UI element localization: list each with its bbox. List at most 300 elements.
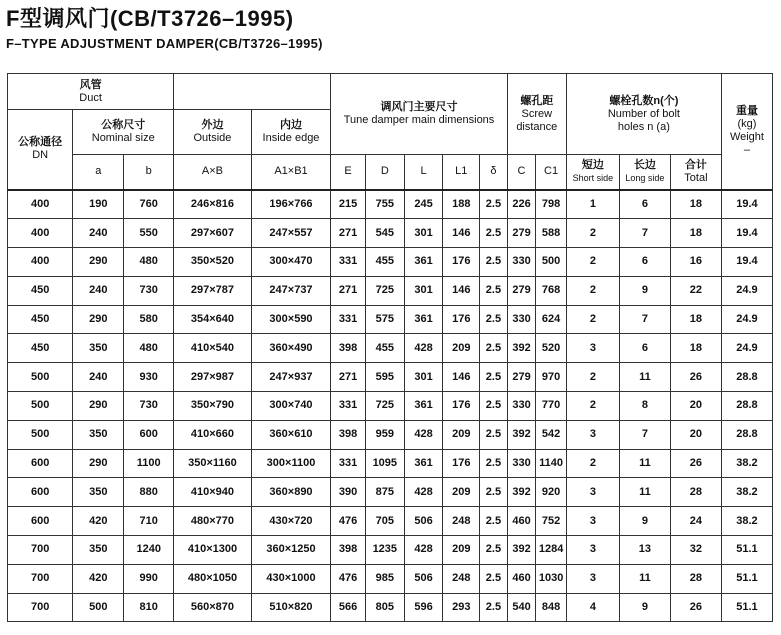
cell-total: 16 bbox=[670, 248, 721, 277]
cell-c1: 768 bbox=[536, 276, 567, 305]
cell-d: 705 bbox=[365, 507, 404, 536]
cell-d: 1095 bbox=[365, 449, 404, 478]
cell-l1: 146 bbox=[443, 219, 480, 248]
cell-e: 215 bbox=[331, 190, 366, 219]
main-dimensions-header bbox=[331, 74, 507, 155]
cell-c1: 848 bbox=[536, 593, 567, 622]
cell-b: 550 bbox=[124, 219, 174, 248]
cell-a: 290 bbox=[73, 449, 124, 478]
cell-dn: 600 bbox=[8, 478, 73, 507]
cell-total: 22 bbox=[670, 276, 721, 305]
cell-total: 18 bbox=[670, 190, 721, 219]
cell-weight: 24.9 bbox=[721, 276, 772, 305]
cell-long: 11 bbox=[619, 478, 670, 507]
cell-short: 2 bbox=[566, 248, 619, 277]
cell-long: 8 bbox=[619, 392, 670, 421]
cell-a1b1: 360×610 bbox=[251, 420, 331, 449]
cell-a1b1: 430×720 bbox=[251, 507, 331, 536]
cell-l1: 209 bbox=[443, 536, 480, 565]
cell-e: 398 bbox=[331, 536, 366, 565]
short-side-cn: 短边 bbox=[581, 158, 604, 171]
col-header-short-side bbox=[566, 155, 619, 190]
cell-axb: 410×540 bbox=[174, 334, 252, 363]
page-title: F型调风门(CB/T3726–1995) bbox=[6, 6, 294, 31]
cell-d: 545 bbox=[365, 219, 404, 248]
cell-short: 4 bbox=[566, 593, 619, 622]
table-row bbox=[8, 276, 773, 305]
col-header-e: E bbox=[331, 155, 366, 190]
cell-d: 595 bbox=[365, 363, 404, 392]
cell-d: 455 bbox=[365, 334, 404, 363]
cell-b: 760 bbox=[124, 190, 174, 219]
cell-c: 226 bbox=[507, 190, 536, 219]
cell-c: 460 bbox=[507, 507, 536, 536]
cell-dn: 700 bbox=[8, 536, 73, 565]
cell-d: 805 bbox=[365, 593, 404, 622]
col-header-c1: C1 bbox=[536, 155, 567, 190]
cell-delta: 2.5 bbox=[480, 305, 508, 334]
cell-long: 9 bbox=[619, 276, 670, 305]
dn-header-en: DN bbox=[32, 149, 49, 162]
cell-c: 330 bbox=[507, 392, 536, 421]
cell-a: 420 bbox=[73, 507, 124, 536]
cell-l: 596 bbox=[404, 593, 443, 622]
cell-short: 2 bbox=[566, 219, 619, 248]
cell-a1b1: 247×937 bbox=[251, 363, 331, 392]
cell-l: 428 bbox=[404, 478, 443, 507]
cell-weight: 38.2 bbox=[721, 478, 772, 507]
cell-c: 460 bbox=[507, 564, 536, 593]
cell-c: 279 bbox=[507, 219, 536, 248]
cell-weight: 24.9 bbox=[721, 305, 772, 334]
cell-b: 880 bbox=[124, 478, 174, 507]
cell-b: 930 bbox=[124, 363, 174, 392]
cell-c1: 500 bbox=[536, 248, 567, 277]
cell-c1: 520 bbox=[536, 334, 567, 363]
cell-l1: 176 bbox=[443, 449, 480, 478]
cell-d: 985 bbox=[365, 564, 404, 593]
cell-l1: 188 bbox=[443, 190, 480, 219]
cell-delta: 2.5 bbox=[480, 420, 508, 449]
cell-c1: 1140 bbox=[536, 449, 567, 478]
weight-dash: – bbox=[743, 144, 751, 157]
cell-a1b1: 196×766 bbox=[251, 190, 331, 219]
cell-long: 6 bbox=[619, 190, 670, 219]
duct-header-cn: 风管 bbox=[79, 78, 102, 91]
nominal-size-cn: 公称尺寸 bbox=[101, 119, 146, 131]
cell-long: 11 bbox=[619, 449, 670, 478]
cell-short: 1 bbox=[566, 190, 619, 219]
cell-a1b1: 300×590 bbox=[251, 305, 331, 334]
cell-axb: 350×520 bbox=[174, 248, 252, 277]
cell-e: 271 bbox=[331, 219, 366, 248]
cell-l1: 146 bbox=[443, 276, 480, 305]
inside-edge-en: Inside edge bbox=[262, 132, 320, 144]
main-dimensions-cn: 调风门主要尺寸 bbox=[380, 101, 458, 113]
cell-a: 500 bbox=[73, 593, 124, 622]
col-header-a: a bbox=[73, 155, 124, 190]
outside-cn: 外边 bbox=[201, 119, 224, 131]
cell-c: 392 bbox=[507, 420, 536, 449]
cell-a1b1: 360×1250 bbox=[251, 536, 331, 565]
cell-delta: 2.5 bbox=[480, 593, 508, 622]
cell-c1: 920 bbox=[536, 478, 567, 507]
cell-long: 7 bbox=[619, 305, 670, 334]
table-row bbox=[8, 420, 773, 449]
table-row bbox=[8, 219, 773, 248]
table-row bbox=[8, 190, 773, 219]
cell-total: 18 bbox=[670, 334, 721, 363]
cell-l: 301 bbox=[404, 363, 443, 392]
cell-axb: 560×870 bbox=[174, 593, 252, 622]
damper-spec-table bbox=[7, 73, 773, 622]
cell-dn: 500 bbox=[8, 420, 73, 449]
cell-total: 28 bbox=[670, 478, 721, 507]
cell-e: 398 bbox=[331, 420, 366, 449]
cell-weight: 28.8 bbox=[721, 392, 772, 421]
cell-a: 350 bbox=[73, 478, 124, 507]
cell-dn: 400 bbox=[8, 248, 73, 277]
cell-delta: 2.5 bbox=[480, 564, 508, 593]
cell-d: 959 bbox=[365, 420, 404, 449]
cell-weight: 19.4 bbox=[721, 219, 772, 248]
inside-edge-cn: 内边 bbox=[279, 119, 302, 131]
cell-a1b1: 300×470 bbox=[251, 248, 331, 277]
cell-delta: 2.5 bbox=[480, 276, 508, 305]
table-row bbox=[8, 363, 773, 392]
cell-delta: 2.5 bbox=[480, 478, 508, 507]
cell-a: 420 bbox=[73, 564, 124, 593]
cell-e: 566 bbox=[331, 593, 366, 622]
cell-d: 455 bbox=[365, 248, 404, 277]
cell-long: 9 bbox=[619, 593, 670, 622]
cell-short: 2 bbox=[566, 305, 619, 334]
cell-l: 428 bbox=[404, 334, 443, 363]
table-row bbox=[8, 593, 773, 622]
cell-c1: 1284 bbox=[536, 536, 567, 565]
cell-l1: 176 bbox=[443, 248, 480, 277]
cell-total: 20 bbox=[670, 420, 721, 449]
cell-e: 331 bbox=[331, 248, 366, 277]
cell-delta: 2.5 bbox=[480, 248, 508, 277]
table-row bbox=[8, 564, 773, 593]
cell-l: 301 bbox=[404, 276, 443, 305]
screw-distance-en1: Screw bbox=[521, 107, 553, 120]
cell-weight: 28.8 bbox=[721, 363, 772, 392]
cell-a1b1: 360×890 bbox=[251, 478, 331, 507]
cell-c1: 770 bbox=[536, 392, 567, 421]
cell-a1b1: 430×1000 bbox=[251, 564, 331, 593]
cell-dn: 600 bbox=[8, 507, 73, 536]
table-row bbox=[8, 334, 773, 363]
screw-distance-en2: distance bbox=[516, 120, 558, 133]
cell-l1: 293 bbox=[443, 593, 480, 622]
cell-long: 11 bbox=[619, 564, 670, 593]
cell-dn: 500 bbox=[8, 363, 73, 392]
cell-l: 428 bbox=[404, 536, 443, 565]
cell-l: 361 bbox=[404, 248, 443, 277]
cell-dn: 500 bbox=[8, 392, 73, 421]
cell-b: 480 bbox=[124, 248, 174, 277]
long-side-cn: 长边 bbox=[633, 158, 656, 171]
cell-l1: 209 bbox=[443, 478, 480, 507]
cell-weight: 24.9 bbox=[721, 334, 772, 363]
table-row bbox=[8, 478, 773, 507]
col-header-d: D bbox=[365, 155, 404, 190]
cell-c1: 624 bbox=[536, 305, 567, 334]
cell-l1: 209 bbox=[443, 334, 480, 363]
cell-long: 9 bbox=[619, 507, 670, 536]
cell-e: 331 bbox=[331, 392, 366, 421]
cell-weight: 38.2 bbox=[721, 507, 772, 536]
blank-header bbox=[174, 74, 331, 110]
cell-d: 755 bbox=[365, 190, 404, 219]
table-row bbox=[8, 536, 773, 565]
cell-l: 361 bbox=[404, 449, 443, 478]
cell-c1: 1030 bbox=[536, 564, 567, 593]
table-header bbox=[8, 74, 773, 190]
cell-short: 2 bbox=[566, 392, 619, 421]
cell-c: 330 bbox=[507, 305, 536, 334]
cell-dn: 400 bbox=[8, 219, 73, 248]
cell-e: 390 bbox=[331, 478, 366, 507]
cell-c1: 752 bbox=[536, 507, 567, 536]
cell-e: 271 bbox=[331, 276, 366, 305]
inside-edge-header bbox=[251, 110, 331, 155]
cell-weight: 38.2 bbox=[721, 449, 772, 478]
duct-header-en: Duct bbox=[79, 91, 102, 104]
cell-b: 1100 bbox=[124, 449, 174, 478]
cell-c1: 542 bbox=[536, 420, 567, 449]
cell-l1: 176 bbox=[443, 305, 480, 334]
cell-a1b1: 360×490 bbox=[251, 334, 331, 363]
cell-c1: 970 bbox=[536, 363, 567, 392]
total-cn: 合计 bbox=[684, 158, 707, 171]
cell-total: 18 bbox=[670, 305, 721, 334]
page-subtitle: F–TYPE ADJUSTMENT DAMPER(CB/T3726–1995) bbox=[6, 36, 323, 51]
cell-axb: 410×660 bbox=[174, 420, 252, 449]
cell-c: 279 bbox=[507, 363, 536, 392]
cell-c: 392 bbox=[507, 334, 536, 363]
table-row bbox=[8, 449, 773, 478]
cell-delta: 2.5 bbox=[480, 507, 508, 536]
cell-long: 6 bbox=[619, 334, 670, 363]
cell-delta: 2.5 bbox=[480, 449, 508, 478]
cell-short: 3 bbox=[566, 564, 619, 593]
col-header-delta: δ bbox=[480, 155, 508, 190]
cell-long: 11 bbox=[619, 363, 670, 392]
cell-short: 3 bbox=[566, 478, 619, 507]
cell-l: 506 bbox=[404, 507, 443, 536]
cell-long: 6 bbox=[619, 248, 670, 277]
dn-header bbox=[8, 110, 73, 190]
cell-d: 725 bbox=[365, 276, 404, 305]
col-header-c: C bbox=[507, 155, 536, 190]
cell-b: 990 bbox=[124, 564, 174, 593]
cell-l1: 146 bbox=[443, 363, 480, 392]
cell-c: 392 bbox=[507, 478, 536, 507]
cell-axb: 410×940 bbox=[174, 478, 252, 507]
cell-axb: 246×816 bbox=[174, 190, 252, 219]
cell-axb: 480×1050 bbox=[174, 564, 252, 593]
cell-a1b1: 300×740 bbox=[251, 392, 331, 421]
cell-a1b1: 247×557 bbox=[251, 219, 331, 248]
cell-c1: 588 bbox=[536, 219, 567, 248]
cell-axb: 297×787 bbox=[174, 276, 252, 305]
cell-a: 290 bbox=[73, 305, 124, 334]
cell-long: 13 bbox=[619, 536, 670, 565]
cell-c: 330 bbox=[507, 449, 536, 478]
col-header-b: b bbox=[124, 155, 174, 190]
table-row bbox=[8, 248, 773, 277]
cell-c: 279 bbox=[507, 276, 536, 305]
cell-delta: 2.5 bbox=[480, 190, 508, 219]
table-row bbox=[8, 507, 773, 536]
cell-l1: 248 bbox=[443, 564, 480, 593]
cell-axb: 297×607 bbox=[174, 219, 252, 248]
cell-short: 3 bbox=[566, 334, 619, 363]
cell-a: 350 bbox=[73, 420, 124, 449]
cell-c: 330 bbox=[507, 248, 536, 277]
col-header-total bbox=[670, 155, 721, 190]
cell-l: 506 bbox=[404, 564, 443, 593]
bolt-holes-en1: Number of bolt bbox=[607, 107, 680, 120]
cell-b: 480 bbox=[124, 334, 174, 363]
screw-distance-header bbox=[507, 74, 566, 155]
nominal-size-header bbox=[73, 110, 174, 155]
cell-axb: 350×1160 bbox=[174, 449, 252, 478]
cell-l: 428 bbox=[404, 420, 443, 449]
col-header-axb: A×B bbox=[174, 155, 252, 190]
cell-a1b1: 247×737 bbox=[251, 276, 331, 305]
total-en: Total bbox=[684, 171, 708, 184]
cell-axb: 354×640 bbox=[174, 305, 252, 334]
cell-long: 7 bbox=[619, 420, 670, 449]
cell-e: 331 bbox=[331, 449, 366, 478]
cell-d: 1235 bbox=[365, 536, 404, 565]
cell-delta: 2.5 bbox=[480, 219, 508, 248]
main-dimensions-en: Tune damper main dimensions bbox=[343, 114, 495, 126]
cell-b: 1240 bbox=[124, 536, 174, 565]
cell-weight: 51.1 bbox=[721, 593, 772, 622]
cell-b: 710 bbox=[124, 507, 174, 536]
cell-l: 361 bbox=[404, 305, 443, 334]
cell-delta: 2.5 bbox=[480, 334, 508, 363]
cell-total: 20 bbox=[670, 392, 721, 421]
cell-a: 240 bbox=[73, 219, 124, 248]
cell-e: 398 bbox=[331, 334, 366, 363]
cell-d: 725 bbox=[365, 392, 404, 421]
dn-header-cn: 公称通径 bbox=[18, 136, 63, 149]
cell-short: 2 bbox=[566, 449, 619, 478]
cell-c: 540 bbox=[507, 593, 536, 622]
cell-d: 875 bbox=[365, 478, 404, 507]
outside-header bbox=[174, 110, 252, 155]
long-side-en: Long side bbox=[625, 172, 665, 183]
cell-axb: 480×770 bbox=[174, 507, 252, 536]
cell-short: 3 bbox=[566, 536, 619, 565]
cell-b: 580 bbox=[124, 305, 174, 334]
cell-short: 2 bbox=[566, 276, 619, 305]
weight-header bbox=[721, 74, 772, 190]
nominal-size-en: Nominal size bbox=[91, 132, 155, 144]
cell-weight: 51.1 bbox=[721, 536, 772, 565]
cell-e: 331 bbox=[331, 305, 366, 334]
cell-total: 24 bbox=[670, 507, 721, 536]
cell-l: 245 bbox=[404, 190, 443, 219]
cell-a: 290 bbox=[73, 248, 124, 277]
cell-dn: 450 bbox=[8, 305, 73, 334]
outside-en: Outside bbox=[193, 132, 232, 144]
table-row bbox=[8, 392, 773, 421]
cell-l1: 176 bbox=[443, 392, 480, 421]
cell-delta: 2.5 bbox=[480, 392, 508, 421]
short-side-en: Short side bbox=[572, 172, 614, 183]
cell-total: 26 bbox=[670, 593, 721, 622]
cell-axb: 410×1300 bbox=[174, 536, 252, 565]
cell-axb: 350×790 bbox=[174, 392, 252, 421]
cell-a: 290 bbox=[73, 392, 124, 421]
bolt-holes-cn: 螺栓孔数n(个) bbox=[609, 94, 679, 107]
weight-cn: 重量 bbox=[735, 105, 758, 118]
col-header-l1: L1 bbox=[443, 155, 480, 190]
cell-dn: 700 bbox=[8, 593, 73, 622]
cell-short: 2 bbox=[566, 363, 619, 392]
cell-total: 28 bbox=[670, 564, 721, 593]
cell-delta: 2.5 bbox=[480, 536, 508, 565]
cell-l: 361 bbox=[404, 392, 443, 421]
cell-e: 271 bbox=[331, 363, 366, 392]
bolt-holes-en2: holes n (a) bbox=[617, 120, 670, 133]
col-header-a1b1: A1×B1 bbox=[251, 155, 331, 190]
weight-unit: (kg) bbox=[737, 118, 757, 131]
table-row bbox=[8, 305, 773, 334]
cell-e: 476 bbox=[331, 564, 366, 593]
cell-a: 190 bbox=[73, 190, 124, 219]
cell-c: 392 bbox=[507, 536, 536, 565]
cell-l: 301 bbox=[404, 219, 443, 248]
duct-header bbox=[8, 74, 174, 110]
cell-weight: 19.4 bbox=[721, 248, 772, 277]
cell-short: 3 bbox=[566, 507, 619, 536]
cell-total: 26 bbox=[670, 449, 721, 478]
cell-l1: 209 bbox=[443, 420, 480, 449]
cell-l1: 248 bbox=[443, 507, 480, 536]
cell-weight: 51.1 bbox=[721, 564, 772, 593]
cell-a: 240 bbox=[73, 276, 124, 305]
cell-total: 32 bbox=[670, 536, 721, 565]
cell-a1b1: 300×1100 bbox=[251, 449, 331, 478]
cell-a1b1: 510×820 bbox=[251, 593, 331, 622]
cell-weight: 19.4 bbox=[721, 190, 772, 219]
cell-dn: 400 bbox=[8, 190, 73, 219]
cell-b: 810 bbox=[124, 593, 174, 622]
cell-dn: 450 bbox=[8, 334, 73, 363]
bolt-holes-header bbox=[566, 74, 721, 155]
col-header-long-side bbox=[619, 155, 670, 190]
cell-weight: 28.8 bbox=[721, 420, 772, 449]
cell-b: 730 bbox=[124, 276, 174, 305]
cell-long: 7 bbox=[619, 219, 670, 248]
cell-c1: 798 bbox=[536, 190, 567, 219]
weight-en: Weight bbox=[729, 131, 764, 144]
cell-total: 18 bbox=[670, 219, 721, 248]
cell-short: 3 bbox=[566, 420, 619, 449]
cell-total: 26 bbox=[670, 363, 721, 392]
screw-distance-cn: 螺孔距 bbox=[520, 94, 554, 107]
cell-b: 730 bbox=[124, 392, 174, 421]
col-header-l: L bbox=[404, 155, 443, 190]
